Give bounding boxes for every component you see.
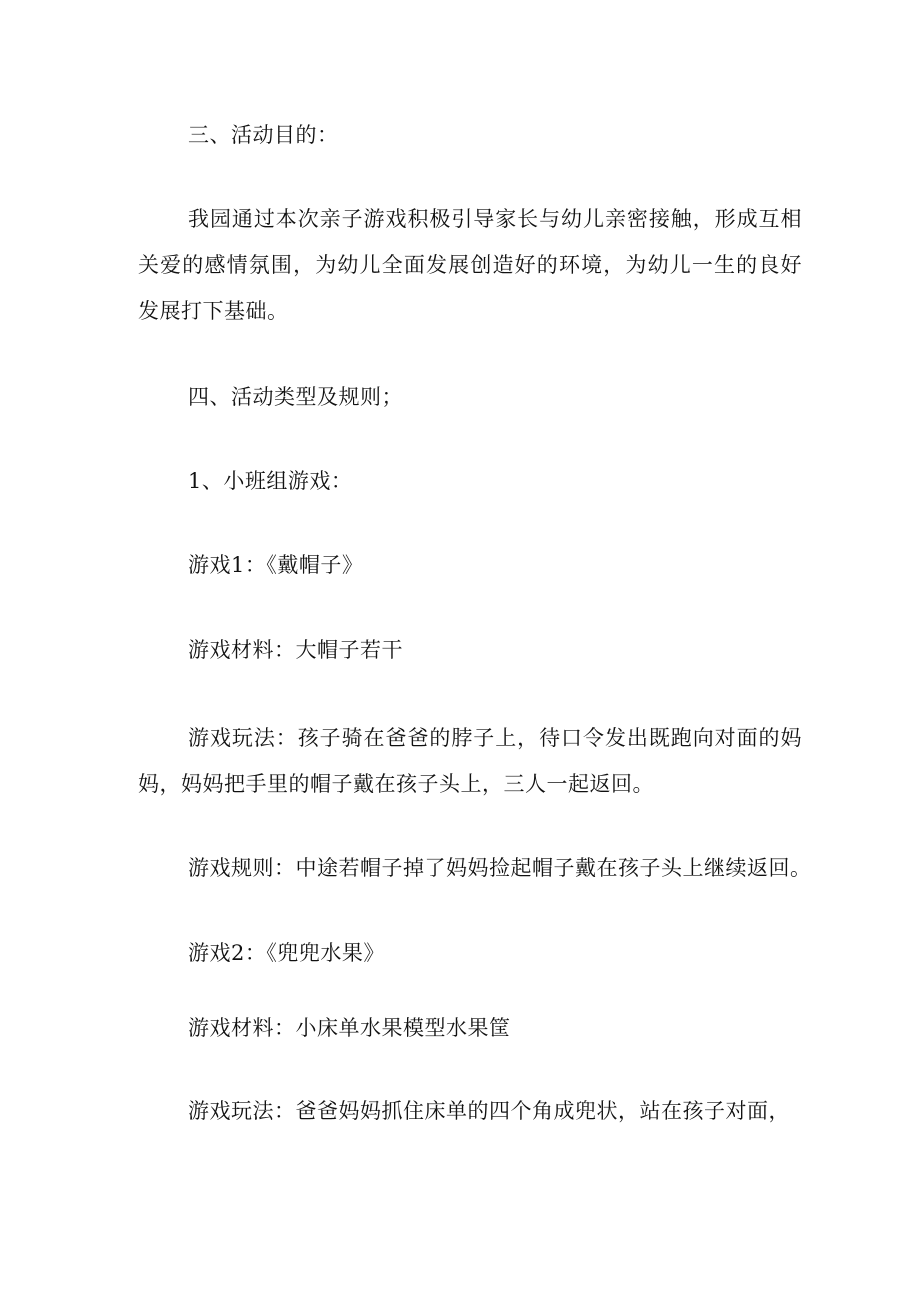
game1-title: 游戏1：《戴帽子》: [188, 553, 364, 577]
game2-play: 游戏玩法：爸爸妈妈抓住床单的四个角成兜状，站在孩子对面，: [188, 1099, 790, 1123]
game1-play: 游戏玩法：孩子骑在爸爸的脖子上，待口令发出既跑向对面的妈妈，妈妈把手里的帽子戴在孩子头上，三人一起返回。: [138, 726, 802, 796]
subsection1-heading: 1、小班组游戏：: [188, 469, 353, 493]
game2-materials: 游戏材料：小床单水果模型水果筐: [188, 1016, 511, 1040]
section4-heading: 四、活动类型及规则；: [188, 385, 403, 409]
game2-title: 游戏2：《兜兜水果》: [188, 941, 385, 965]
game1-rules: 游戏规则：中途若帽子掉了妈妈捡起帽子戴在孩子头上继续返回。: [188, 856, 812, 880]
section3-heading: 三、活动目的：: [188, 123, 339, 147]
game1-materials: 游戏材料：大帽子若干: [188, 638, 403, 662]
section3-body: 我园通过本次亲子游戏积极引导家长与幼儿亲密接触，形成互相关爱的感情氛围，为幼儿全面发展创造好的环境，为幼儿一生的良好发展打下基础。: [138, 207, 802, 323]
